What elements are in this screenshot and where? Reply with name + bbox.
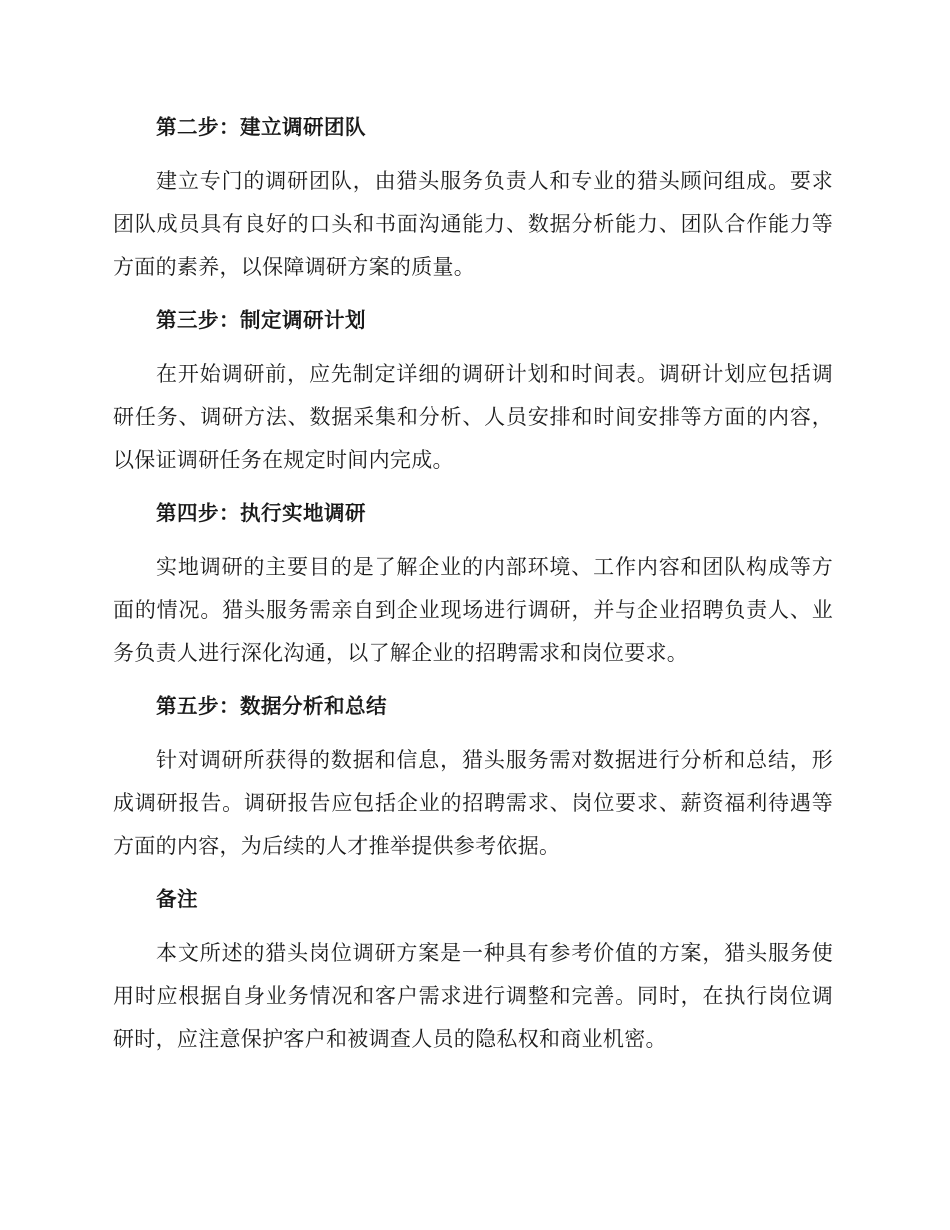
section-body-step-2: 建立专门的调研团队，由猎头服务负责人和专业的猎头顾问组成。要求团队成员具有良好的口头和书面沟通能力、数据分析能力、团队合作能力等方面的素养，以保障调研方案的质量。 xyxy=(113,169,833,279)
document-content xyxy=(113,108,833,1073)
section-heading-notes: 备注 xyxy=(156,887,198,911)
section-heading-step-5: 第五步：数据分析和总结 xyxy=(156,694,387,718)
section-body-step-4: 实地调研的主要目的是了解企业的内部环境、工作内容和团队构成等方面的情况。猎头服务需亲自到企业现场进行调研，并与企业招聘负责人、业务负责人进行深化沟通，以了解企业的招聘需求和岗位要求。 xyxy=(113,555,833,665)
section-body-step-3: 在开始调研前，应先制定详细的调研计划和时间表。调研计划应包括调研任务、调研方法、数据采集和分析、人员安排和时间安排等方面的内容，以保证调研任务在规定时间内完成。 xyxy=(113,362,833,472)
section-heading-step-4: 第四步：执行实地调研 xyxy=(156,501,366,525)
section-body-notes: 本文所述的猎头岗位调研方案是一种具有参考价值的方案，猎头服务使用时应根据自身业务情况和客户需求进行调整和完善。同时，在执行岗位调研时，应注意保护客户和被调查人员的隐私权和商业机密。 xyxy=(113,941,833,1051)
section-heading-step-3: 第三步：制定调研计划 xyxy=(156,308,366,332)
section-body-step-5: 针对调研所获得的数据和信息，猎头服务需对数据进行分析和总结，形成调研报告。调研报告应包括企业的招聘需求、岗位要求、薪资福利待遇等方面的内容，为后续的人才推举提供参考依据。 xyxy=(113,748,833,858)
section-heading-step-2: 第二步：建立调研团队 xyxy=(156,115,366,139)
